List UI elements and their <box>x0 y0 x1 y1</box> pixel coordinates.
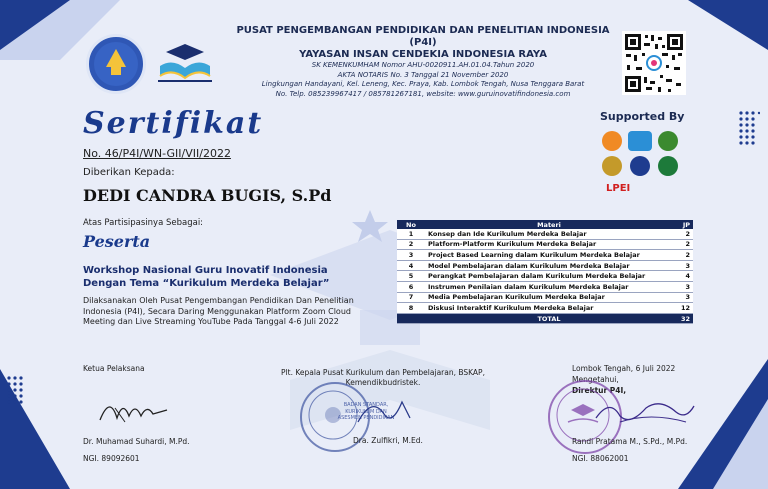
row-jp: 4 <box>673 271 693 282</box>
row-no: 3 <box>397 250 425 261</box>
place-date: Lombok Tengah, 6 Juli 2022 <box>572 364 676 373</box>
lpei-logo: LPEI <box>606 183 631 194</box>
total-value: 32 <box>673 313 693 324</box>
org-decree: SK KEMENKUMHAM Nomor AHU-0020911.AH.01.04.Tahun 2020 <box>311 61 535 69</box>
left-signer-name: Dr. Muhamad Suhardi, M.Pd. <box>83 437 190 446</box>
tut-wuri-handayani-logo <box>86 34 146 94</box>
middle-stamp-text: BADAN STANDAR, KURIKULUM DAN ASESMEN PENDIDIKAN <box>337 402 395 421</box>
certificate-number: No. 46/P4I/WN-GII/VII/2022 <box>83 147 231 160</box>
organization-info <box>228 25 618 99</box>
dot-pattern-left <box>6 375 28 411</box>
certificate-title: Sertifikat <box>83 106 264 141</box>
middle-signer-name: Dra. Zulfikri, M.Ed. <box>353 436 423 445</box>
org-notary: AKTA NOTARIS No. 3 Tanggal 21 November 2020 <box>337 70 509 79</box>
table-row <box>397 229 693 239</box>
row-materi: Platform-Platform Kurikulum Merdeka Belajar <box>425 239 673 250</box>
table-row <box>397 303 693 314</box>
row-no: 7 <box>397 292 425 303</box>
row-no: 8 <box>397 303 425 314</box>
middle-signer-title: Plt. Kepala Pusat Kurikulum dan Pembelajaran, BSKAP, Kemendikbudristek. <box>281 368 485 387</box>
row-jp: 3 <box>673 260 693 271</box>
right-signature <box>590 392 700 432</box>
row-jp: 3 <box>673 292 693 303</box>
table-row <box>397 292 693 303</box>
right-signer-id: NGI. 88062001 <box>572 454 629 463</box>
recipient-name: DEDI CANDRA BUGIS, S.Pd <box>83 186 332 205</box>
header <box>0 0 768 98</box>
dot-pattern-right <box>738 110 760 152</box>
row-no: 1 <box>397 229 425 239</box>
row-materi: Diskusi Interaktif Kurikulum Merdeka Belajar <box>425 303 673 314</box>
table-row <box>397 260 693 271</box>
row-no: 2 <box>397 239 425 250</box>
right-signer-name: Randi Pratama M., S.Pd., M.Pd. <box>572 437 688 446</box>
row-no: 5 <box>397 271 425 282</box>
knowing-label: Mengetahui, <box>572 375 619 384</box>
supporter-logo-4 <box>602 156 622 176</box>
foundation-name: YAYASAN INSAN CENDEKIA INDONESIA RAYA <box>299 49 547 60</box>
header-jp: JP <box>673 220 693 229</box>
supported-by-label: Supported By <box>600 110 685 123</box>
supporter-logo-1 <box>602 131 622 151</box>
row-jp: 2 <box>673 229 693 239</box>
row-jp: 2 <box>673 239 693 250</box>
total-label: TOTAL <box>425 313 673 324</box>
org-name: PUSAT PENGEMBANGAN PENDIDIKAN DAN PENELITIAN INDONESIA (P4I) <box>236 25 610 48</box>
org-contact: No. Telp. 085239967417 / 085781267181, website: www.guruinovatifindonesia.com <box>275 89 571 98</box>
materials-table <box>397 220 693 324</box>
row-materi: Project Based Learning dalam Kurikulum Merdeka Belajar <box>425 250 673 261</box>
org-address: Lingkungan Handayani, Kel. Leneng, Kec. Praya, Kab. Lombok Tengah, Nusa Tenggara Barat <box>261 80 585 88</box>
header-materi: Materi <box>425 220 673 229</box>
table-total-row <box>397 313 693 324</box>
qr-code <box>622 31 686 95</box>
table-row <box>397 271 693 282</box>
workshop-title: Workshop Nasional Guru Inovatif Indonesia <box>83 265 328 276</box>
row-no: 6 <box>397 281 425 292</box>
table-row <box>397 250 693 261</box>
row-materi: Model Pembelajaran dalam Kurikulum Merdeka Belajar <box>425 260 673 271</box>
row-materi: Perangkat Pembelajaran dalam Kurikulum Merdeka Belajar <box>425 271 673 282</box>
row-materi: Media Pembelajaran Kurikulum Merdeka Belajar <box>425 292 673 303</box>
supporter-logo-2 <box>628 131 652 151</box>
row-jp: 12 <box>673 303 693 314</box>
header-no: No <box>397 220 425 229</box>
left-signer-title: Ketua Pelaksana <box>83 364 145 373</box>
participant-role: Peserta <box>83 232 151 251</box>
row-no: 4 <box>397 260 425 271</box>
workshop-theme: Dengan Tema “Kurikulum Merdeka Belajar” <box>83 278 330 289</box>
supporter-logo-3 <box>658 131 678 151</box>
middle-signature <box>350 392 420 432</box>
supporter-logo-5 <box>630 156 650 176</box>
left-signer-id: NGI. 89092601 <box>83 454 140 463</box>
p4i-logo <box>152 40 218 86</box>
row-materi: Konsep dan Ide Kurikulum Merdeka Belajar <box>425 229 673 239</box>
row-jp: 2 <box>673 250 693 261</box>
event-description: Dilaksanakan Oleh Pusat Pengembangan Pendidikan Dan Penelitian Indonesia (P4I), Secara Daring Menggunakan Platform Zoom Cloud Meeting dan Live Streaming YouTube Pada Tanggal 4-6 Juli 2022 <box>83 296 354 326</box>
row-jp: 3 <box>673 281 693 292</box>
participation-label: Atas Partisipasinya Sebagai: <box>83 218 204 228</box>
right-signer-title: Direktur P4I, <box>572 386 627 395</box>
supporter-logo-6 <box>658 156 678 176</box>
table-row <box>397 281 693 292</box>
row-materi: Instrumen Penilaian dalam Kurikulum Merdeka Belajar <box>425 281 673 292</box>
given-to-label: Diberikan Kepada: <box>83 167 175 178</box>
table-row <box>397 239 693 250</box>
left-signature <box>95 390 175 430</box>
table-header-row <box>397 220 693 229</box>
